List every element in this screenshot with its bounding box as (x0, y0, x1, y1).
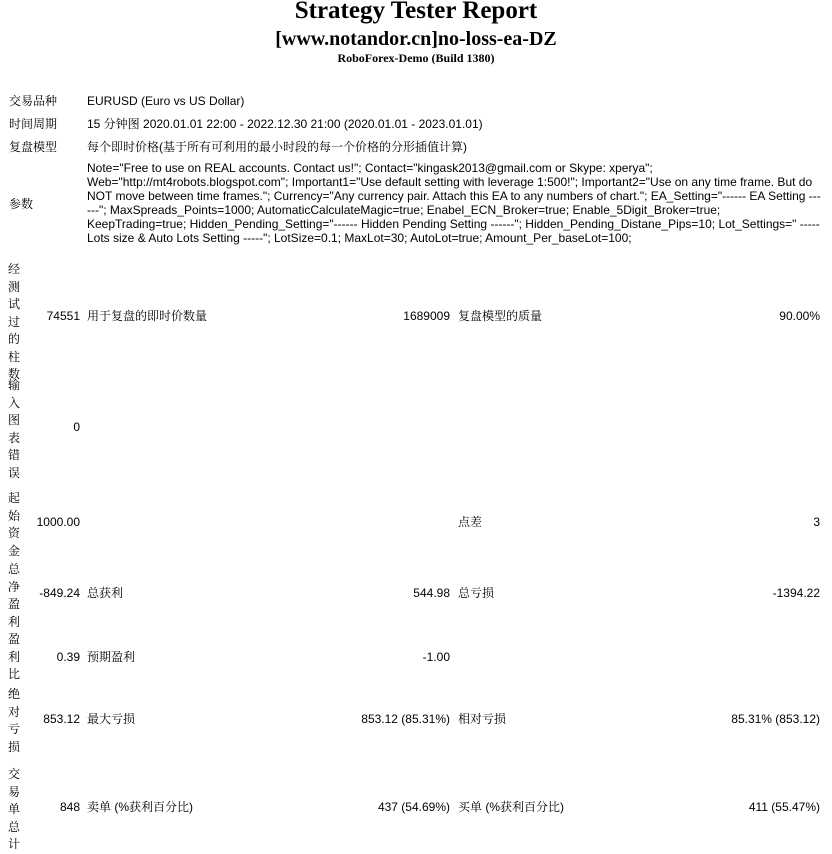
errors-value: 0 (73, 420, 80, 434)
period-value: 15 分钟图 2020.01.01 22:00 - 2022.12.30 21:00 (2020.01.01 - 2023.01.01) (87, 117, 483, 131)
short-positions-value: 437 (54.69%) (377, 800, 450, 814)
spread-label: 点差 (458, 515, 483, 529)
short-positions-label: 卖单 (%获利百分比) (87, 800, 193, 814)
total-trades-value: 848 (59, 800, 80, 814)
ticks-value: 1689009 (403, 309, 450, 323)
model-label: 复盘模型 (9, 140, 58, 154)
relative-drawdown-label: 相对亏损 (458, 712, 507, 726)
total-trades-label: 交易单总计 (7, 767, 20, 851)
errors-label: 输入图表错误 (7, 378, 20, 480)
long-positions-value: 411 (55.47%) (748, 800, 820, 814)
params-value: Note="Free to use on REAL accounts. Contact us!"; Contact="kingask2013@gmail.com or Skype: xperya"; Web="http://mt4robots.blogspot.com"; Important1="Use default setting with leverage 1:500!"; Important2="Use on any time frame. But do NOT move between time frames."; Currency="Any currency pair. Attach this EA to any numbers of chart."; EA_Setting="------ EA Setting ------"; MaxSpreads_Points=1000; AutomaticCalculateMagic=true; Enabel_ECN_Broker=true; Enable_5Digit_Broker=true; KeepTrading=true; Hidden_Pending_Setting="------ Hidden Pending Setting ------"; Hidden_Pending_Distane_Pips=10; Lot_Settings=" ----- Lots size & Auto Lots Setting -----"; LotSize=0.1; MaxLot=30; AutoLot=true; Amount_Per_baseLot=100; (87, 161, 821, 245)
period-label: 时间周期 (9, 117, 58, 131)
relative-drawdown-value: 85.31% (853.12) (731, 712, 820, 726)
deposit-value: 1000.00 (36, 515, 80, 529)
model-value: 每个即时价格(基于所有可利用的最小时段的每一个价格的分形插值计算) (87, 140, 467, 154)
symbol-value: EURUSD (Euro vs US Dollar) (87, 94, 245, 108)
report-title: Strategy Tester Report (294, 0, 538, 24)
max-drawdown-value: 853.12 (85.31%) (361, 712, 450, 726)
server-build: RoboForex-Demo (Build 1380) (337, 51, 495, 65)
expected-payoff-value: -1.00 (422, 650, 450, 664)
net-profit-value: -849.24 (39, 586, 80, 600)
absolute-drawdown-value: 853.12 (43, 712, 80, 726)
absolute-drawdown-label: 绝对亏损 (7, 687, 20, 754)
gross-loss-value: -1394.22 (772, 586, 820, 600)
profit-factor-label: 盈利比 (7, 632, 20, 681)
spread-value: 3 (813, 515, 820, 529)
bars-label: 经测试过的柱数 (7, 262, 20, 381)
bars-value: 74551 (46, 309, 80, 323)
quality-label: 复盘模型的质量 (458, 309, 543, 323)
params-label: 参数 (9, 197, 34, 211)
ticks-label: 用于复盘的即时价数量 (87, 309, 208, 323)
gross-profit-label: 总获利 (87, 586, 124, 600)
profit-factor-value: 0.39 (56, 650, 80, 664)
gross-loss-label: 总亏损 (458, 586, 495, 600)
expert-name: [www.notandor.cn]no-loss-ea-DZ (275, 28, 557, 50)
expected-payoff-label: 预期盈利 (87, 650, 136, 664)
long-positions-label: 买单 (%获利百分比) (458, 800, 564, 814)
gross-profit-value: 544.98 (413, 586, 450, 600)
net-profit-label: 总净盈利 (7, 562, 20, 629)
symbol-label: 交易品种 (9, 94, 58, 108)
quality-value: 90.00% (779, 309, 820, 323)
max-drawdown-label: 最大亏损 (87, 712, 136, 726)
deposit-label: 起始资金 (7, 491, 20, 558)
